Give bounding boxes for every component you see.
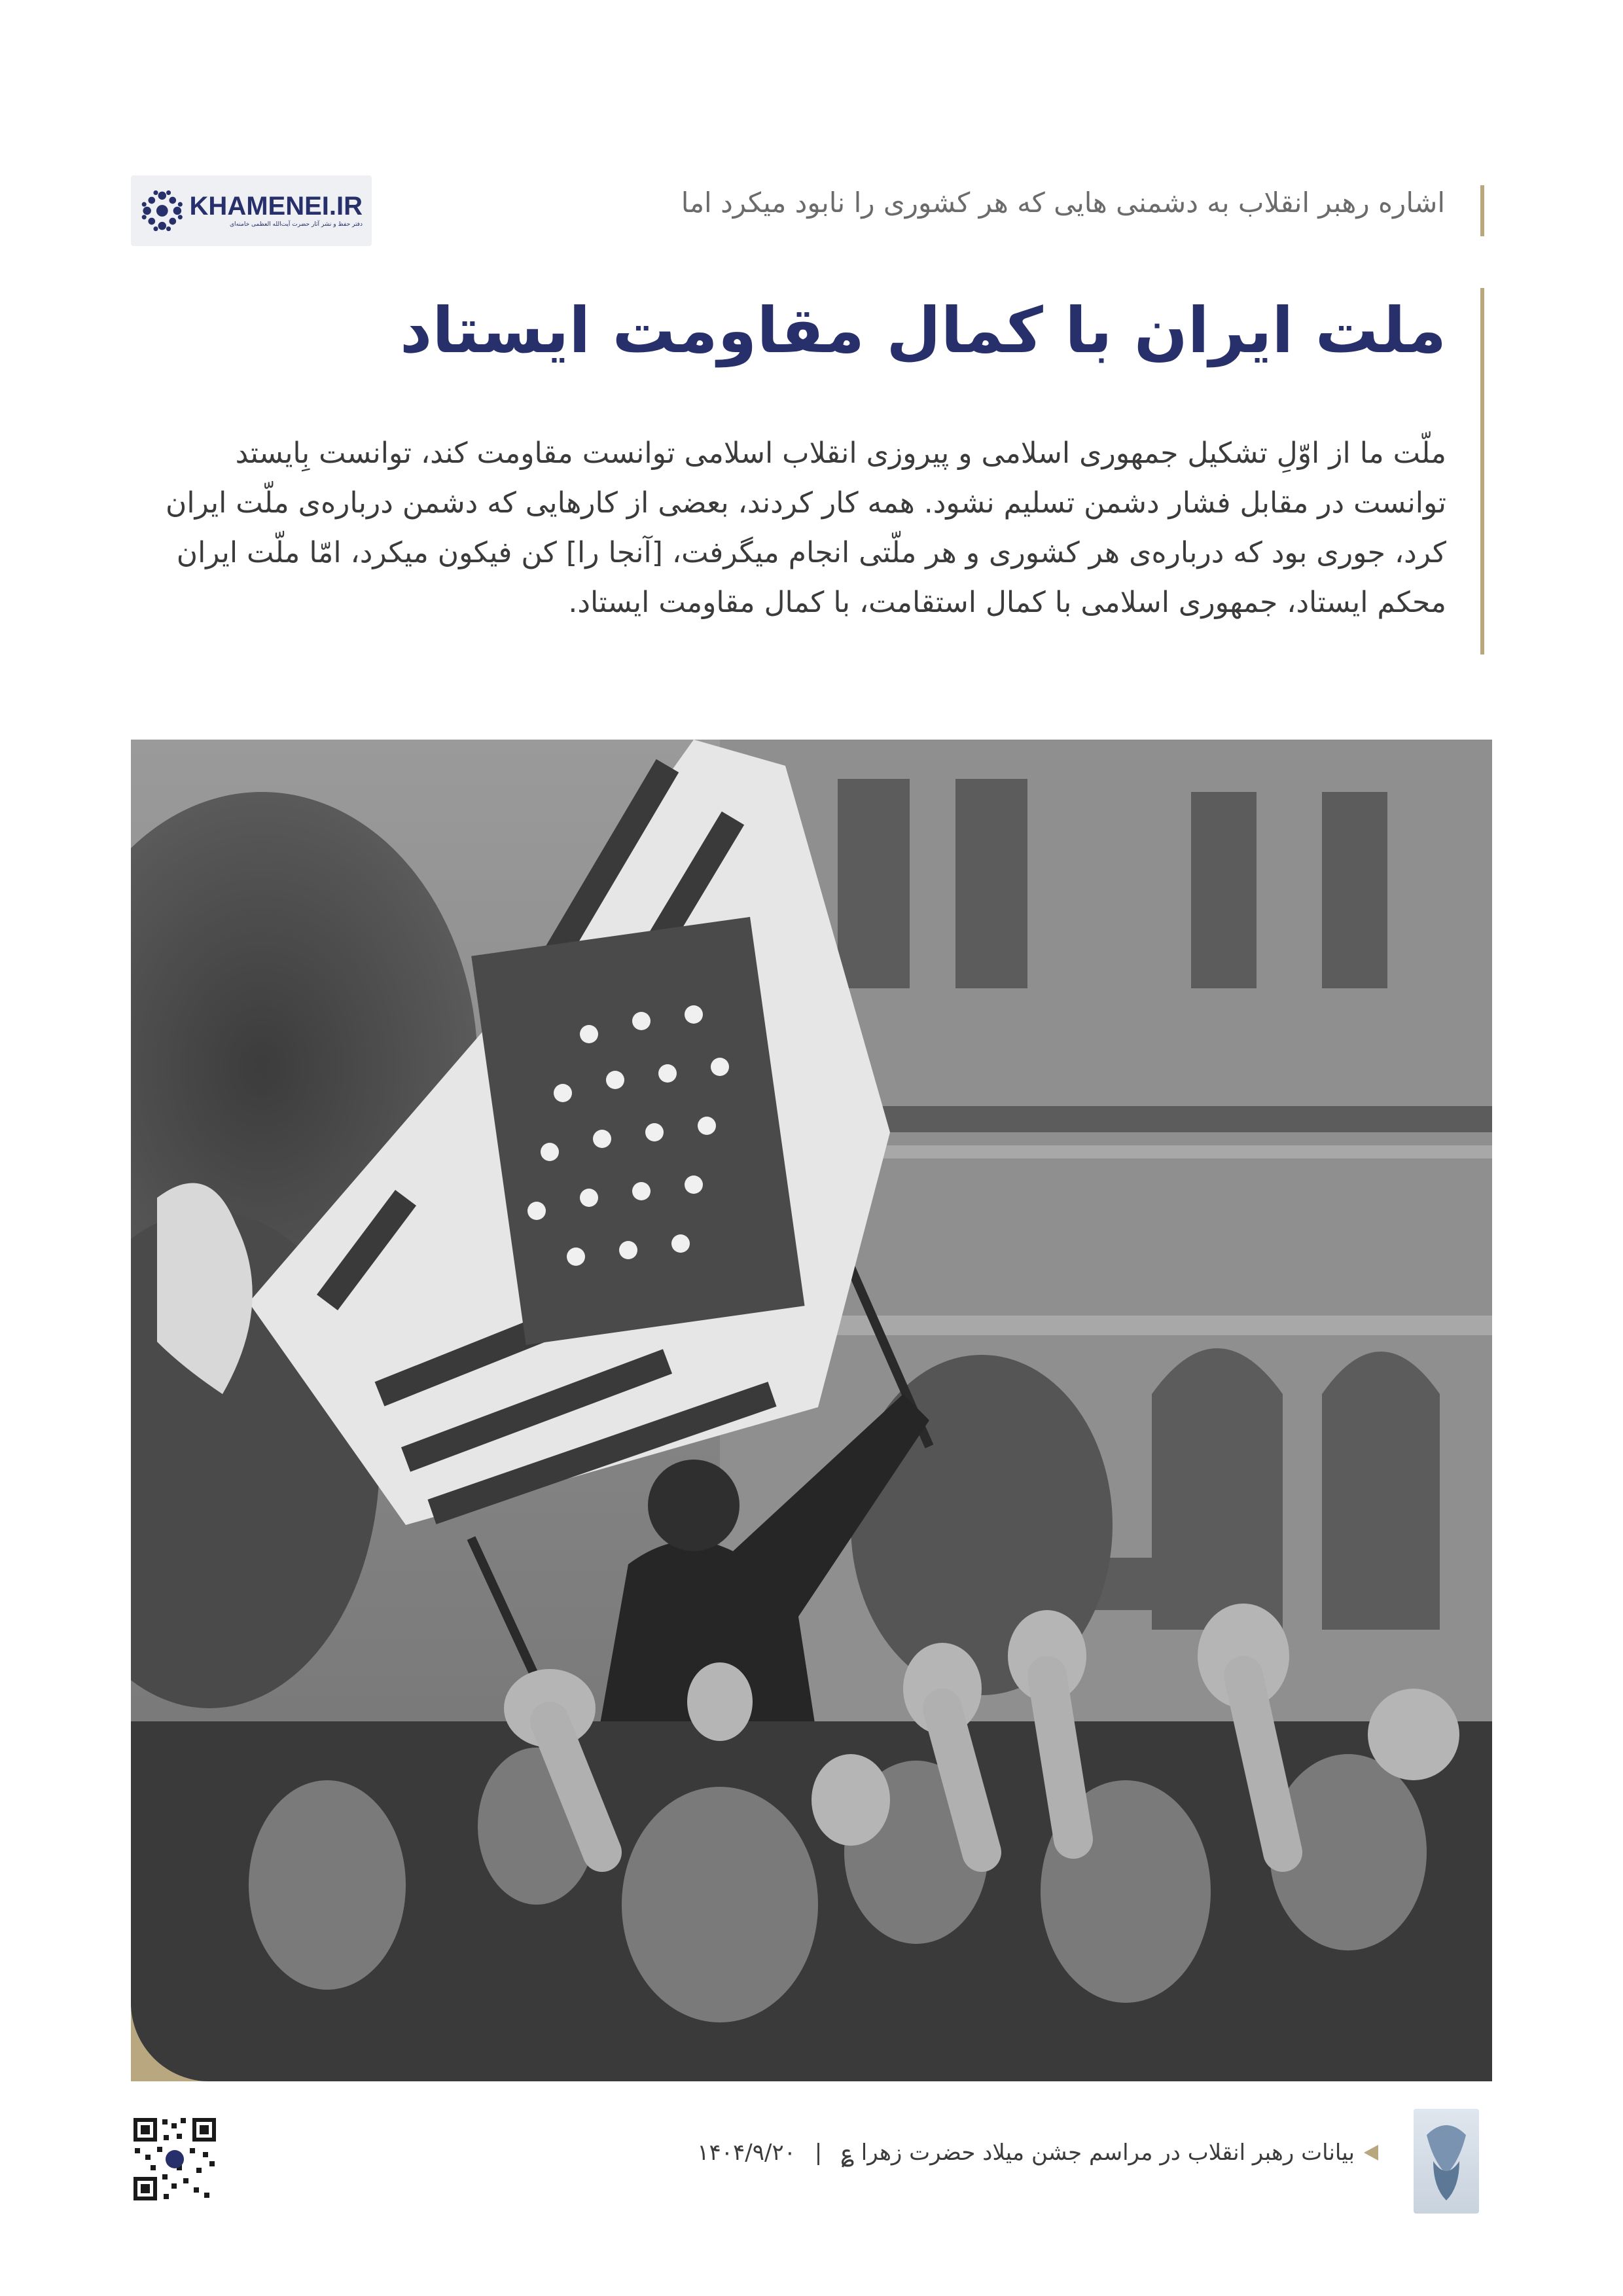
source-text: بیانات رهبر انقلاب در مراسم جشن میلاد حضرت زهرا — [861, 2140, 1355, 2166]
quote-body — [164, 429, 1446, 628]
logo-emblem-icon — [140, 186, 185, 236]
logo-subtext: دفتر حفظ و نشر آثار حضرت آیت‌الله العظمی خامنه‌ای — [229, 221, 363, 228]
triangle-arrow-icon — [1364, 2145, 1378, 2161]
khamenei-logo[interactable] — [131, 175, 372, 246]
quote-line: محکم ایستاد، جمهوری اسلامی با کمال استقامت، با کمال مقاومت ایستاد. — [568, 586, 1446, 619]
source-line — [438, 2135, 1355, 2170]
occasion-badge — [1414, 2109, 1479, 2214]
quote-line: ملّت ما از اوّلِ تشکیل جمهوری اسلامی و پیروزی انقلاب اسلامی توانست مقاومت کند، توانست بِایستد — [235, 437, 1446, 470]
page-title: ملت ایران با کمال مقاومت ایستاد — [400, 294, 1446, 367]
speech-date: ۱۴۰۴/۹/۲۰ — [697, 2140, 796, 2166]
subtitle: اشاره رهبر انقلاب به دشمنی هایی که هر کشوری را نابود میکرد اما — [681, 187, 1445, 219]
protest-photo — [131, 740, 1492, 2081]
quote-line: کرد، جوری بود که درباره‌ی هر کشوری و هر ملّتی انجام میگرفت، [آنجا را] کن فیکون میکرد، امّا ملّت ایران — [176, 536, 1446, 569]
headline-accent-bar — [1480, 288, 1484, 655]
subtitle-accent-bar — [1480, 185, 1484, 236]
qr-code[interactable] — [131, 2115, 219, 2203]
honorific-symbol: ؏ — [841, 2140, 854, 2166]
logo-name: KHAMENEI.IR — [189, 192, 363, 221]
footer-separator: | — [814, 2140, 823, 2166]
quote-line: توانست در مقابل فشار دشمن تسلیم نشود. همه کار کردند، بعضی از کارهایی که دشمن درباره‌ی ملّت ایران — [166, 486, 1446, 520]
